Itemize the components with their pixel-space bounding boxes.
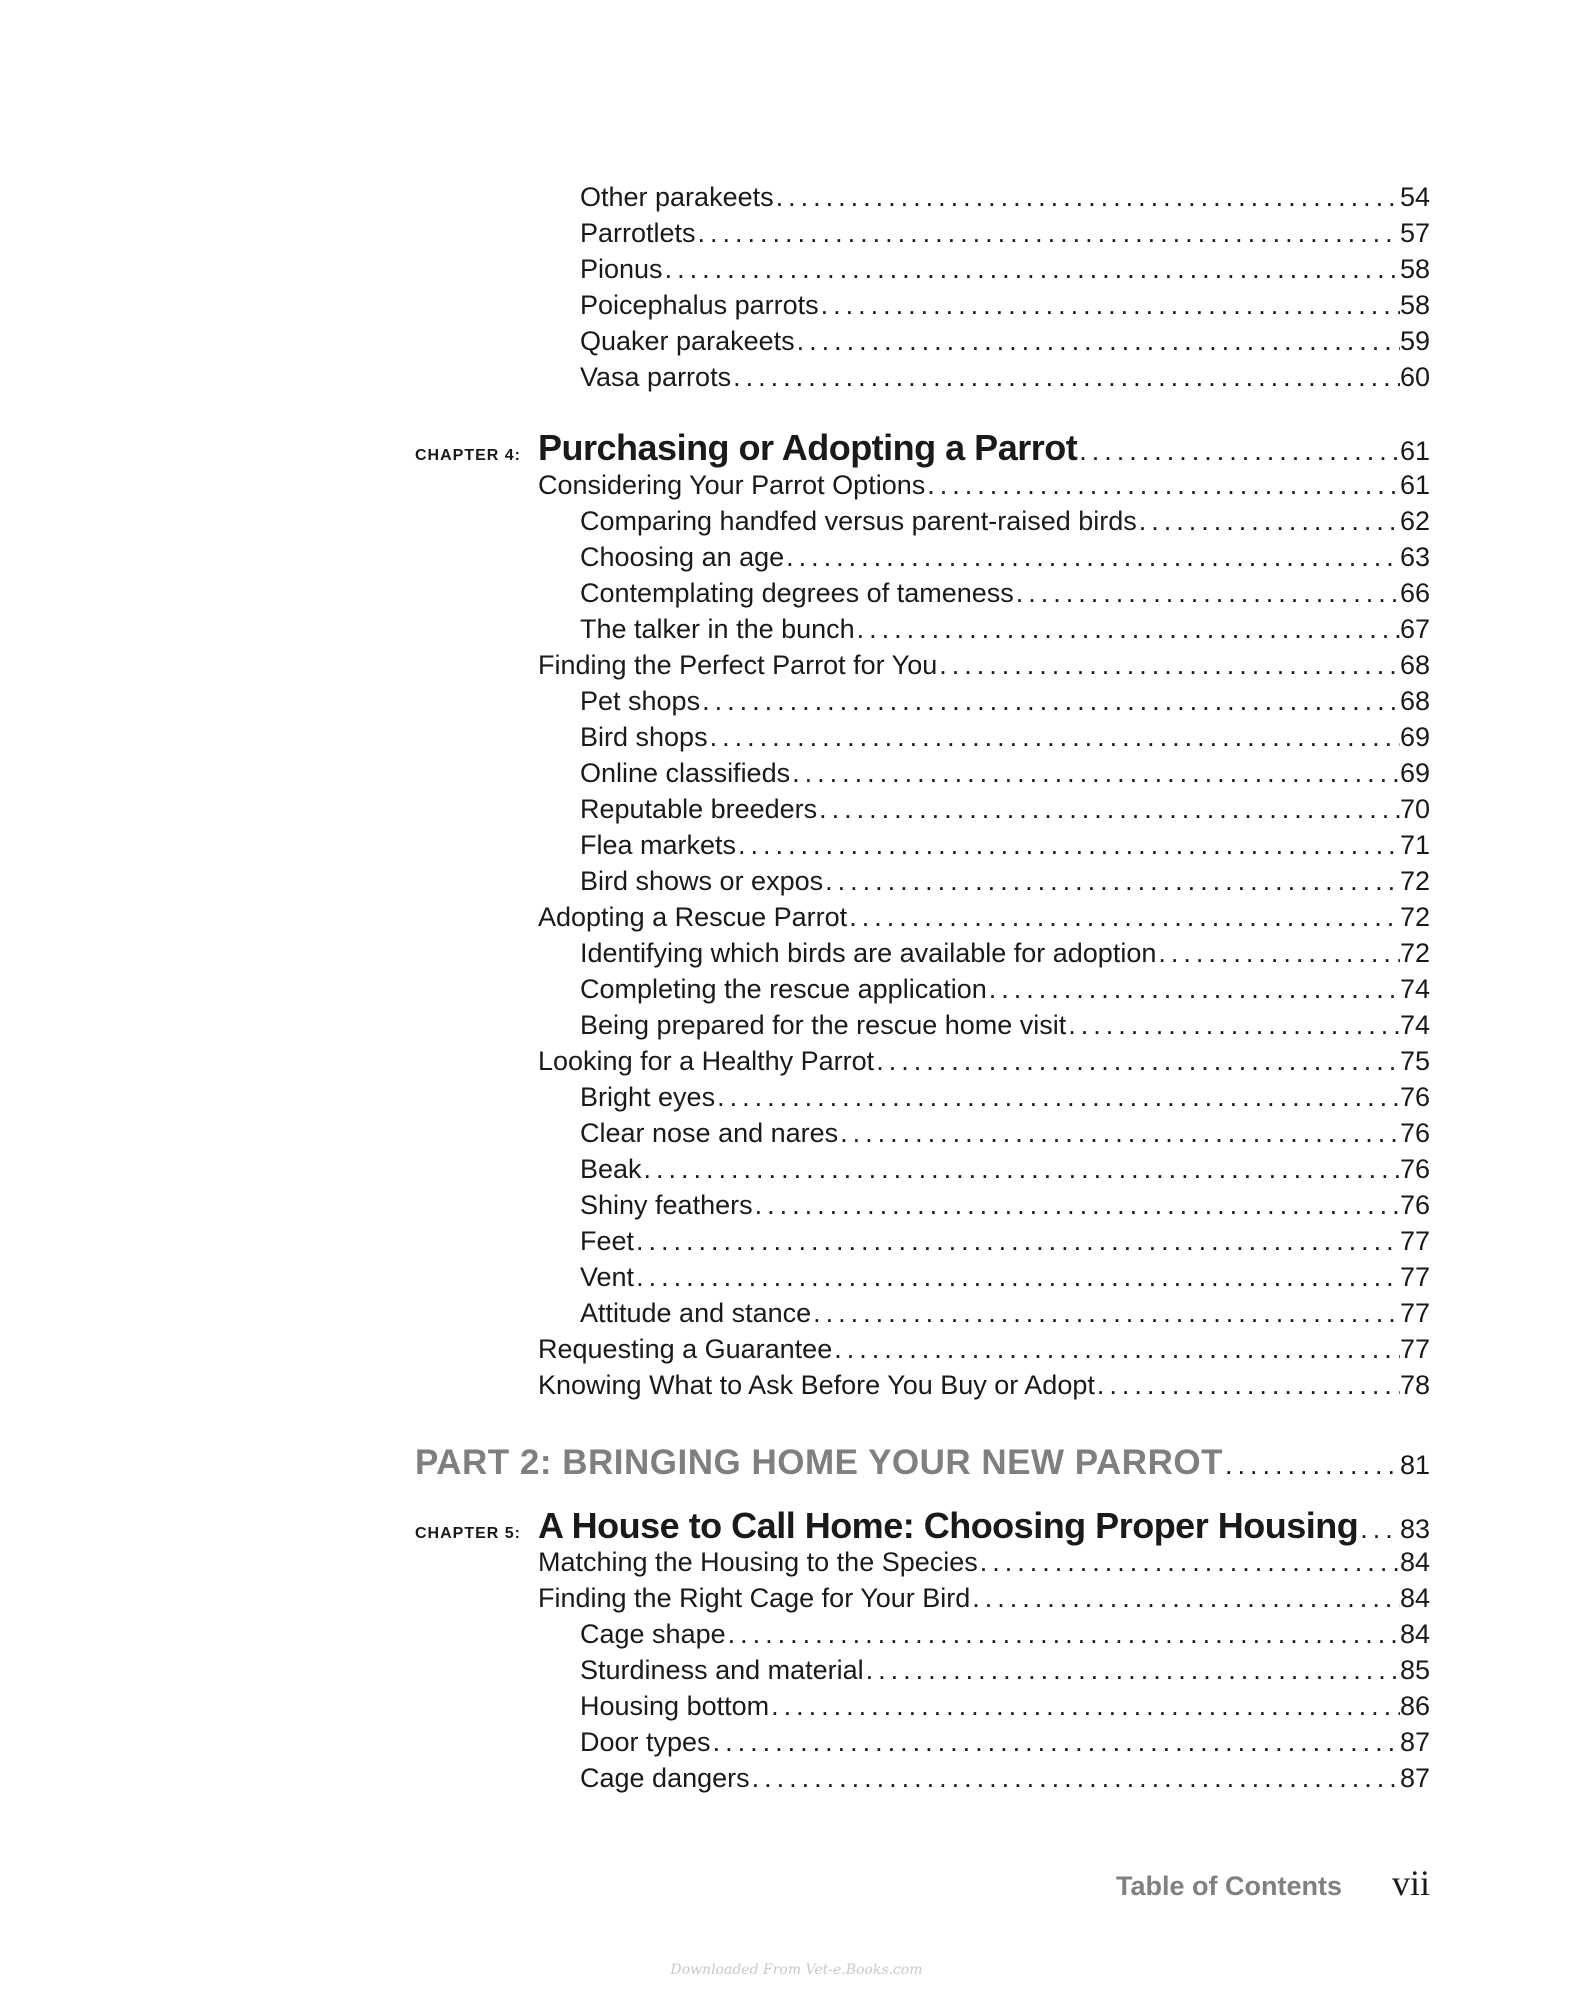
chapter-label: CHAPTER 4: (415, 447, 522, 464)
toc-entry-page: 86 (1399, 1691, 1430, 1721)
toc-entry-page: 74 (1399, 974, 1430, 1004)
dot-leader (864, 1655, 1400, 1686)
toc-entry-page: 75 (1399, 1046, 1430, 1076)
toc-entry-title: Quaker parakeets (580, 326, 795, 356)
toc-entry-sec (538, 1370, 1430, 1401)
toc-entry-page: 61 (1399, 436, 1430, 466)
toc-entry-page: 87 (1399, 1727, 1430, 1757)
toc-entry-sub (580, 866, 1430, 897)
toc-entry-page: 57 (1399, 218, 1430, 248)
toc-entry-page: 76 (1399, 1082, 1430, 1112)
toc-entry-page: 72 (1399, 902, 1430, 932)
toc-entry-page: 59 (1399, 326, 1430, 356)
toc-entry-page: 58 (1399, 254, 1430, 284)
toc-entry-title: Considering Your Parrot Options (538, 470, 926, 500)
dot-leader (811, 1298, 1400, 1329)
toc-entry-sub (580, 1691, 1430, 1722)
toc-entry-page: 76 (1399, 1118, 1430, 1148)
dot-leader (769, 1691, 1400, 1722)
toc-entry-page: 87 (1399, 1763, 1430, 1793)
dot-leader (874, 1046, 1400, 1077)
toc-entry-title: Poicephalus parrots (580, 290, 819, 320)
toc-entry-sub (580, 182, 1430, 213)
chapter-label: CHAPTER 5: (415, 1525, 522, 1542)
dot-leader (784, 542, 1400, 573)
dot-leader (708, 722, 1400, 753)
toc-entry-title: Finding the Perfect Parrot for You (538, 650, 938, 680)
dot-leader (838, 1118, 1400, 1149)
toc-entry-title: Knowing What to Ask Before You Buy or Adopt (538, 1370, 1095, 1400)
dot-leader (817, 794, 1400, 825)
toc-entry-page: 72 (1399, 866, 1430, 896)
toc-entry-page: 68 (1399, 686, 1430, 716)
dot-leader (1066, 1010, 1400, 1041)
toc-entry-page: 77 (1399, 1226, 1430, 1256)
toc-entry-sec (538, 1547, 1430, 1578)
toc-entry-page: 69 (1399, 722, 1430, 752)
toc-entry-title: Vasa parrots (580, 362, 732, 392)
dot-leader (819, 290, 1400, 321)
toc-entry-title: Door types (580, 1727, 711, 1757)
toc-entry-sub (580, 1190, 1430, 1221)
dot-leader (774, 182, 1400, 213)
toc-entry-title: Matching the Housing to the Species (538, 1547, 978, 1577)
toc-entry-page: 69 (1399, 758, 1430, 788)
dot-leader (634, 1226, 1400, 1257)
toc-entry-chapter (415, 427, 1430, 469)
dot-leader (696, 218, 1400, 249)
toc-entry-page: 84 (1399, 1547, 1430, 1577)
toc-entry-sec (538, 1046, 1430, 1077)
toc-entry-title: Finding the Right Cage for Your Bird (538, 1583, 971, 1613)
toc-entry-page: 72 (1399, 938, 1430, 968)
toc-entry-page: 60 (1399, 362, 1430, 392)
toc-entry-title: Contemplating degrees of tameness (580, 578, 1014, 608)
footer-page-number: vii (1391, 1863, 1430, 1903)
dot-leader (753, 1190, 1400, 1221)
toc-entry-sec (538, 470, 1430, 501)
toc-entry-title: Purchasing or Adopting a Parrot (538, 427, 1078, 468)
toc-entry-title: Clear nose and nares (580, 1118, 839, 1148)
toc-entry-sub (580, 218, 1430, 249)
dot-leader (634, 1262, 1400, 1293)
toc-entry-sub (580, 830, 1430, 861)
toc-entry-title: Vent (580, 1262, 635, 1292)
toc-entry-title: Requesting a Guarantee (538, 1334, 833, 1364)
dot-leader (1223, 1450, 1400, 1481)
toc-entry-sub (580, 1154, 1430, 1185)
toc-entry-part (415, 1443, 1430, 1483)
toc-entry-page: 83 (1399, 1514, 1430, 1544)
toc-entry-page: 58 (1399, 290, 1430, 320)
toc-entry-title: Beak (580, 1154, 642, 1184)
dot-leader (711, 1727, 1400, 1758)
toc-entry-sub (580, 362, 1430, 393)
dot-leader (1095, 1370, 1400, 1401)
toc-entry-title: Completing the rescue application (580, 974, 987, 1004)
dot-leader (823, 866, 1400, 897)
dot-leader (736, 830, 1400, 861)
toc-entry-page: 81 (1399, 1450, 1430, 1480)
dot-leader (790, 758, 1400, 789)
toc-entry-page: 54 (1399, 182, 1430, 212)
toc-entry-title: Bird shops (580, 722, 708, 752)
dot-leader (987, 974, 1400, 1005)
toc-entry-title: Shiny feathers (580, 1190, 753, 1220)
toc-entry-title: Online classifieds (580, 758, 791, 788)
toc-entry-title: A House to Call Home: Choosing Proper Housing (538, 1505, 1359, 1546)
toc-entry-sub (580, 614, 1430, 645)
toc-entry-page: 78 (1399, 1370, 1430, 1400)
toc-entry-chapter (415, 1505, 1430, 1547)
toc-entry-page: 67 (1399, 614, 1430, 644)
toc-entry-title: Choosing an age (580, 542, 785, 572)
toc-entry-sub (580, 1763, 1430, 1794)
toc-entry-page: 70 (1399, 794, 1430, 824)
toc-entry-page: 61 (1399, 470, 1430, 500)
toc-entry-sec (538, 650, 1430, 681)
dot-leader (855, 614, 1400, 645)
dot-leader (925, 470, 1400, 501)
dot-leader (731, 362, 1400, 393)
toc-entry-title: Sturdiness and material (580, 1655, 864, 1685)
dot-leader (847, 902, 1400, 933)
toc-entry-sub (580, 1082, 1430, 1113)
toc-entry-title: Attitude and stance (580, 1298, 812, 1328)
toc-entry-page: 74 (1399, 1010, 1430, 1040)
toc-entry-page: 68 (1399, 650, 1430, 680)
dot-leader (795, 326, 1400, 357)
toc-entry-title: Identifying which birds are available for adoption (580, 938, 1157, 968)
toc-entry-page: 76 (1399, 1154, 1430, 1184)
dot-leader (832, 1334, 1400, 1365)
toc-entry-title: Feet (580, 1226, 635, 1256)
toc-entry-sub (580, 1619, 1430, 1650)
toc-entry-sub (580, 1655, 1430, 1686)
toc-entry-page: 63 (1399, 542, 1430, 572)
toc-entry-sub (580, 542, 1430, 573)
toc-entry-sub (580, 506, 1430, 537)
toc-entry-sub (580, 1226, 1430, 1257)
toc-entry-sub (580, 326, 1430, 357)
dot-leader (726, 1619, 1400, 1650)
toc-entry-page: 71 (1399, 830, 1430, 860)
dot-leader (978, 1547, 1400, 1578)
toc-entry-title: PART 2: BRINGING HOME YOUR NEW PARROT (415, 1443, 1223, 1482)
page-footer (1116, 1862, 1430, 1904)
toc-entry-title: The talker in the bunch (580, 614, 855, 644)
toc-entry-sub (580, 1262, 1430, 1293)
dot-leader (715, 1082, 1400, 1113)
toc-entry-sub (580, 1727, 1430, 1758)
toc-entry-sec (538, 902, 1430, 933)
toc-entry-sub (580, 686, 1430, 717)
toc-entry-sub (580, 578, 1430, 609)
toc-entry-title: Pet shops (580, 686, 701, 716)
toc-entry-title: Bird shows or expos (580, 866, 824, 896)
toc-entry-sub (580, 290, 1430, 321)
toc-entry-title: Other parakeets (580, 182, 774, 212)
toc-entry-sub (580, 938, 1430, 969)
dot-leader (937, 650, 1400, 681)
toc-entry-page: 77 (1399, 1298, 1430, 1328)
toc-entry-title: Looking for a Healthy Parrot (538, 1046, 875, 1076)
toc-entry-sub (580, 758, 1430, 789)
toc-entry-page: 84 (1399, 1619, 1430, 1649)
dot-leader (1156, 938, 1400, 969)
toc-entry-title: Flea markets (580, 830, 737, 860)
toc-entry-sub (580, 794, 1430, 825)
toc-entry-title: Bright eyes (580, 1082, 716, 1112)
toc-entry-title: Reputable breeders (580, 794, 818, 824)
toc-entry-page: 77 (1399, 1334, 1430, 1364)
footer-title: Table of Contents (1115, 1871, 1342, 1901)
toc-entry-page: 84 (1399, 1583, 1430, 1613)
toc-entry-page: 85 (1399, 1655, 1430, 1685)
toc-entry-title: Being prepared for the rescue home visit (580, 1010, 1067, 1040)
toc-entry-title: Comparing handfed versus parent-raised birds (580, 506, 1137, 536)
toc-entry-sub (580, 722, 1430, 753)
toc-entry-title: Parrotlets (580, 218, 696, 248)
toc-entry-sub (580, 1118, 1430, 1149)
toc-entry-sub (580, 254, 1430, 285)
toc-entry-sub (580, 1010, 1430, 1041)
toc-entry-page: 76 (1399, 1190, 1430, 1220)
watermark: Downloaded From Vet-e.Books.com (670, 1962, 923, 1978)
dot-leader (663, 254, 1400, 285)
toc-entry-page: 66 (1399, 578, 1430, 608)
toc-entry-sub (580, 974, 1430, 1005)
dot-leader (1137, 506, 1400, 537)
dot-leader (970, 1583, 1400, 1614)
toc-entry-page: 62 (1399, 506, 1430, 536)
toc-entry-title: Adopting a Rescue Parrot (538, 902, 848, 932)
toc-entry-sec (538, 1583, 1430, 1614)
toc-entry-sec (538, 1334, 1430, 1365)
dot-leader (1358, 1514, 1400, 1545)
toc-entry-sub (580, 1298, 1430, 1329)
dot-leader (1077, 436, 1400, 467)
toc-entry-title: Housing bottom (580, 1691, 770, 1721)
dot-leader (700, 686, 1400, 717)
dot-leader (1014, 578, 1400, 609)
dot-leader (642, 1154, 1400, 1185)
toc-entry-title: Cage shape (580, 1619, 726, 1649)
toc-entry-title: Cage dangers (580, 1763, 750, 1793)
toc-entry-title: Pionus (580, 254, 663, 284)
dot-leader (750, 1763, 1400, 1794)
toc-entry-page: 77 (1399, 1262, 1430, 1292)
